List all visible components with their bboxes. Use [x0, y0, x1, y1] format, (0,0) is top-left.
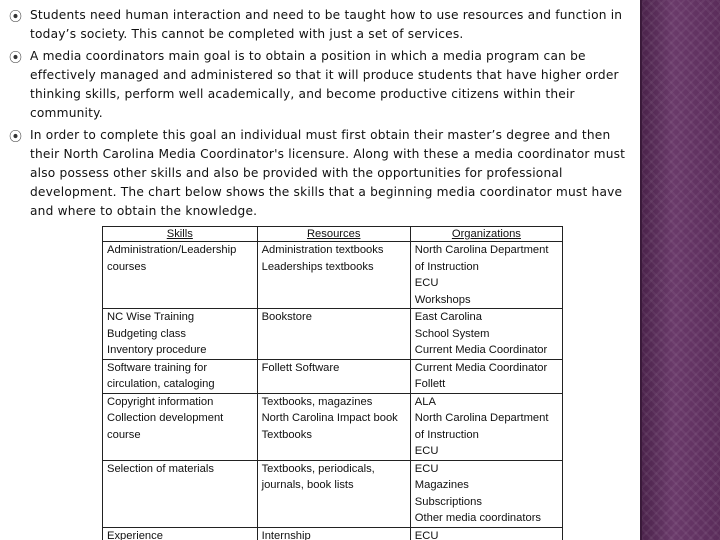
- decorative-sidebar: [640, 0, 720, 540]
- bullet-text: Students need human interaction and need to be taught how to use resources and function in today’s society. This cannot be completed with just a set of services.: [30, 8, 623, 41]
- table-cell: ALA North Carolina Department of Instruction ECU: [410, 393, 562, 460]
- bullet-icon: ⦿: [9, 51, 23, 66]
- table-cell: Follett Software: [257, 359, 410, 393]
- table-row: [103, 359, 563, 393]
- bullet-icon: ⦿: [9, 130, 23, 145]
- bullet-item: [8, 47, 630, 123]
- table-cell: Experience: [103, 527, 258, 540]
- bullet-list: [8, 6, 630, 224]
- header-organizations: Organizations: [410, 227, 562, 242]
- table-cell: Software training for circulation, cataloging: [103, 359, 258, 393]
- table-cell: Administration/Leadership courses: [103, 242, 258, 309]
- table-row: [103, 242, 563, 309]
- table-cell: Bookstore: [257, 309, 410, 360]
- table-cell: Copyright information Collection development course: [103, 393, 258, 460]
- table-cell: North Carolina Department of Instruction ECU Workshops: [410, 242, 562, 309]
- table-row: [103, 527, 563, 540]
- bullet-icon: ⦿: [9, 10, 23, 25]
- header-resources: Resources: [257, 227, 410, 242]
- bullet-item: [8, 126, 630, 221]
- header-skills: Skills: [103, 227, 258, 242]
- table-cell: Textbooks, magazines North Carolina Impact book Textbooks: [257, 393, 410, 460]
- table-cell: Internship: [257, 527, 410, 540]
- table-cell: Administration textbooks Leaderships textbooks: [257, 242, 410, 309]
- skills-table: [102, 226, 563, 540]
- table-cell: Textbooks, periodicals, journals, book lists: [257, 460, 410, 527]
- table-cell: Selection of materials: [103, 460, 258, 527]
- bullet-text: In order to complete this goal an individual must first obtain their master’s degree and then their North Carolina Media Coordinator's licensure. Along with these a media coordinator must also possess other skills and also be provided with the opportunities for professional development. The chart below shows the skills that a beginning media coordinator must have and where to obtain the knowledge.: [30, 128, 626, 218]
- table-cell: ECU: [410, 527, 562, 540]
- table-row: [103, 460, 563, 527]
- table-row: [103, 393, 563, 460]
- table-cell: NC Wise Training Budgeting class Inventory procedure: [103, 309, 258, 360]
- table-header-row: [103, 227, 563, 242]
- table-cell: Current Media Coordinator Follett: [410, 359, 562, 393]
- table-row: [103, 309, 563, 360]
- bullet-text: A media coordinators main goal is to obtain a position in which a media program can be effectively managed and administered so that it will produce students that have higher order thinking skills, perform well academically, and become productive citizens within their community.: [30, 49, 619, 120]
- bullet-item: [8, 6, 630, 44]
- table-cell: East Carolina School System Current Media Coordinator: [410, 309, 562, 360]
- table-cell: ECU Magazines Subscriptions Other media coordinators: [410, 460, 562, 527]
